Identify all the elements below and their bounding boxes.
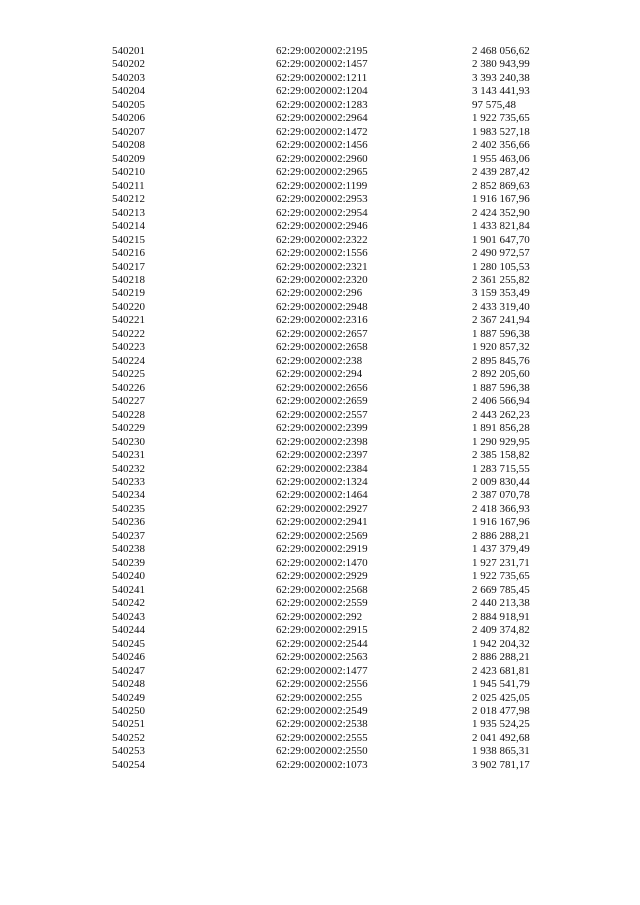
table-row	[0, 85, 640, 98]
row-number: 540244	[112, 624, 145, 637]
cadastral-number: 62:29:0020002:2964	[276, 112, 368, 125]
table-row	[0, 570, 640, 583]
row-number: 540254	[112, 758, 145, 771]
table-row	[0, 45, 640, 58]
table-row	[0, 234, 640, 247]
cadastral-number: 62:29:0020002:2550	[276, 745, 368, 758]
cadastral-value: 1 922 735,65	[472, 112, 530, 125]
table-row	[0, 274, 640, 287]
cadastral-value: 2 041 492,68	[472, 731, 530, 744]
row-number: 540207	[112, 125, 145, 138]
cadastral-value: 2 895 845,76	[472, 354, 530, 367]
row-number: 540214	[112, 220, 145, 233]
table-row	[0, 328, 640, 341]
cadastral-number: 62:29:0020002:292	[276, 610, 363, 623]
cadastral-value: 2 468 056,62	[472, 45, 530, 57]
table-row	[0, 665, 640, 678]
table-row	[0, 287, 640, 300]
table-row	[0, 207, 640, 220]
table-row	[0, 72, 640, 85]
cadastral-value: 1 891 856,28	[472, 422, 530, 435]
cadastral-value: 2 018 477,98	[472, 704, 530, 717]
table-row	[0, 368, 640, 381]
cadastral-value: 2 380 943,99	[472, 58, 530, 71]
row-number: 540222	[112, 327, 145, 340]
table-row	[0, 530, 640, 543]
cadastral-number: 62:29:0020002:2555	[276, 731, 368, 744]
cadastral-value: 1 437 379,49	[472, 543, 530, 556]
row-number: 540204	[112, 85, 145, 98]
cadastral-value: 2 669 785,45	[472, 583, 530, 596]
table-row	[0, 718, 640, 731]
row-number: 540235	[112, 502, 145, 515]
row-number: 540227	[112, 395, 145, 408]
cadastral-value: 2 884 918,91	[472, 610, 530, 623]
cadastral-number: 62:29:0020002:2946	[276, 220, 368, 233]
row-number: 540232	[112, 462, 145, 475]
cadastral-number: 62:29:0020002:2549	[276, 704, 368, 717]
cadastral-number: 62:29:0020002:2322	[276, 233, 368, 246]
cadastral-number: 62:29:0020002:2316	[276, 314, 368, 327]
cadastral-number: 62:29:0020002:2384	[276, 462, 368, 475]
table-row	[0, 314, 640, 327]
table-row	[0, 557, 640, 570]
cadastral-value: 2 886 288,21	[472, 651, 530, 664]
table-row	[0, 745, 640, 758]
table-row	[0, 584, 640, 597]
table-row	[0, 341, 640, 354]
row-number: 540226	[112, 381, 145, 394]
row-number: 540225	[112, 368, 145, 381]
cadastral-number: 62:29:0020002:255	[276, 691, 363, 704]
cadastral-value: 2 367 241,94	[472, 314, 530, 327]
cadastral-value: 2 433 319,40	[472, 300, 530, 313]
cadastral-value: 2 852 869,63	[472, 179, 530, 192]
table-row	[0, 463, 640, 476]
table-row	[0, 449, 640, 462]
cadastral-number: 62:29:0020002:1211	[276, 71, 368, 84]
cadastral-value: 2 009 830,44	[472, 476, 530, 488]
cadastral-value: 2 406 566,94	[472, 395, 530, 408]
cadastral-number: 62:29:0020002:2544	[276, 637, 368, 650]
table-row	[0, 166, 640, 179]
cadastral-value: 1 433 821,84	[472, 220, 530, 233]
cadastral-value: 1 920 857,32	[472, 341, 530, 354]
cadastral-number: 62:29:0020002:2397	[276, 449, 368, 462]
row-number: 540242	[112, 597, 145, 610]
row-number: 540218	[112, 273, 145, 286]
row-number: 540217	[112, 260, 145, 273]
cadastral-value: 1 916 167,96	[472, 193, 530, 206]
table-row	[0, 624, 640, 637]
table-row	[0, 422, 640, 435]
row-number: 540203	[112, 71, 145, 84]
row-number: 540238	[112, 543, 145, 556]
table-row	[0, 638, 640, 651]
cadastral-number: 62:29:0020002:1199	[276, 179, 368, 192]
table-row	[0, 651, 640, 664]
cadastral-number: 62:29:0020002:2953	[276, 193, 368, 206]
row-number: 540237	[112, 529, 145, 542]
row-number: 540241	[112, 583, 145, 596]
row-number: 540229	[112, 422, 145, 435]
cadastral-value: 1 901 647,70	[472, 233, 530, 246]
cadastral-value: 1 280 105,53	[472, 260, 530, 273]
table-row	[0, 516, 640, 529]
row-number: 540246	[112, 651, 145, 664]
table-row	[0, 99, 640, 112]
cadastral-value: 2 423 681,81	[472, 664, 530, 677]
cadastral-value: 2 424 352,90	[472, 206, 530, 219]
table-row	[0, 692, 640, 705]
cadastral-number: 62:29:0020002:1456	[276, 139, 368, 152]
row-number: 540247	[112, 664, 145, 677]
cadastral-value: 2 892 205,60	[472, 368, 530, 381]
table-row	[0, 705, 640, 718]
cadastral-number: 62:29:0020002:1457	[276, 58, 368, 71]
table-row	[0, 409, 640, 422]
cadastral-number: 62:29:0020002:294	[276, 368, 363, 381]
cadastral-number: 62:29:0020002:2568	[276, 583, 368, 596]
cadastral-number: 62:29:0020002:2941	[276, 516, 368, 529]
table-row	[0, 126, 640, 139]
row-number: 540202	[112, 58, 145, 71]
row-number: 540228	[112, 408, 145, 421]
cadastral-number: 62:29:0020002:1556	[276, 247, 368, 260]
table-row	[0, 382, 640, 395]
cadastral-value: 2 443 262,23	[472, 408, 530, 421]
cadastral-number: 62:29:0020002:1324	[276, 476, 368, 488]
row-number: 540219	[112, 287, 145, 300]
cadastral-number: 62:29:0020002:2929	[276, 570, 368, 583]
cadastral-number: 62:29:0020002:2965	[276, 166, 368, 179]
table-row	[0, 301, 640, 314]
cadastral-value: 1 887 596,38	[472, 327, 530, 340]
cadastral-value: 1 916 167,96	[472, 516, 530, 529]
cadastral-value: 3 143 441,93	[472, 85, 530, 98]
cadastral-value: 2 440 213,38	[472, 597, 530, 610]
row-number: 540205	[112, 98, 145, 111]
cadastral-number: 62:29:0020002:2658	[276, 341, 368, 354]
table-row	[0, 139, 640, 152]
cadastral-value: 2 402 356,66	[472, 139, 530, 152]
cadastral-value: 1 938 865,31	[472, 745, 530, 758]
cadastral-number: 62:29:0020002:2960	[276, 152, 368, 165]
cadastral-value: 2 439 287,42	[472, 166, 530, 179]
cadastral-value: 1 945 541,79	[472, 678, 530, 691]
table-row	[0, 476, 640, 489]
row-number: 540211	[112, 179, 145, 192]
cadastral-number: 62:29:0020002:1472	[276, 125, 368, 138]
row-number: 540212	[112, 193, 145, 206]
cadastral-value: 3 902 781,17	[472, 758, 530, 771]
table-row	[0, 611, 640, 624]
table-row	[0, 261, 640, 274]
cadastral-number: 62:29:0020002:2320	[276, 273, 368, 286]
table-row	[0, 678, 640, 691]
cadastral-number: 62:29:0020002:2538	[276, 718, 368, 731]
row-number: 540236	[112, 516, 145, 529]
cadastral-number: 62:29:0020002:2657	[276, 327, 368, 340]
row-number: 540231	[112, 449, 145, 462]
cadastral-value: 1 927 231,71	[472, 556, 530, 569]
cadastral-value: 3 159 353,49	[472, 287, 530, 300]
row-number: 540223	[112, 341, 145, 354]
row-number: 540206	[112, 112, 145, 125]
cadastral-value: 1 942 204,32	[472, 637, 530, 650]
table-row	[0, 355, 640, 368]
row-number: 540201	[112, 45, 145, 57]
row-number: 540251	[112, 718, 145, 731]
cadastral-number: 62:29:0020002:2954	[276, 206, 368, 219]
row-number: 540221	[112, 314, 145, 327]
cadastral-number: 62:29:0020002:2569	[276, 529, 368, 542]
row-number: 540213	[112, 206, 145, 219]
cadastral-value: 2 387 070,78	[472, 489, 530, 502]
row-number: 540239	[112, 556, 145, 569]
cadastral-number: 62:29:0020002:2927	[276, 502, 368, 515]
row-number: 540234	[112, 489, 145, 502]
row-number: 540233	[112, 476, 145, 488]
table-row	[0, 395, 640, 408]
cadastral-value: 2 025 425,05	[472, 691, 530, 704]
row-number: 540249	[112, 691, 145, 704]
row-number: 540253	[112, 745, 145, 758]
cadastral-number: 62:29:0020002:2195	[276, 45, 368, 57]
row-number: 540224	[112, 354, 145, 367]
table-row	[0, 543, 640, 556]
cadastral-value: 97 575,48	[472, 98, 516, 111]
row-number: 540220	[112, 300, 145, 313]
cadastral-number: 62:29:0020002:2915	[276, 624, 368, 637]
table-row	[0, 220, 640, 233]
row-number: 540208	[112, 139, 145, 152]
cadastral-number: 62:29:0020002:1204	[276, 85, 368, 98]
cadastral-value: 3 393 240,38	[472, 71, 530, 84]
cadastral-number: 62:29:0020002:296	[276, 287, 363, 300]
cadastral-number: 62:29:0020002:2563	[276, 651, 368, 664]
cadastral-value: 1 935 524,25	[472, 718, 530, 731]
row-number: 540230	[112, 435, 145, 448]
cadastral-number: 62:29:0020002:2556	[276, 678, 368, 691]
cadastral-value: 1 290 929,95	[472, 435, 530, 448]
cadastral-value: 2 886 288,21	[472, 529, 530, 542]
cadastral-value: 2 418 366,93	[472, 502, 530, 515]
cadastral-value: 2 361 255,82	[472, 273, 530, 286]
row-number: 540215	[112, 233, 145, 246]
cadastral-value: 2 409 374,82	[472, 624, 530, 637]
cadastral-number: 62:29:0020002:2919	[276, 543, 368, 556]
table-row	[0, 247, 640, 260]
row-number: 540248	[112, 678, 145, 691]
row-number: 540243	[112, 610, 145, 623]
cadastral-number: 62:29:0020002:2659	[276, 395, 368, 408]
data-table	[0, 45, 640, 772]
table-row	[0, 503, 640, 516]
cadastral-value: 1 983 527,18	[472, 125, 530, 138]
row-number: 540250	[112, 704, 145, 717]
cadastral-value: 1 955 463,06	[472, 152, 530, 165]
cadastral-value: 1 283 715,55	[472, 462, 530, 475]
table-row	[0, 193, 640, 206]
cadastral-value: 1 887 596,38	[472, 381, 530, 394]
cadastral-number: 62:29:0020002:2948	[276, 300, 368, 313]
table-row	[0, 732, 640, 745]
cadastral-number: 62:29:0020002:1464	[276, 489, 368, 502]
cadastral-number: 62:29:0020002:1073	[276, 758, 368, 771]
row-number: 540245	[112, 637, 145, 650]
cadastral-number: 62:29:0020002:2557	[276, 408, 368, 421]
row-number: 540210	[112, 166, 145, 179]
row-number: 540252	[112, 731, 145, 744]
cadastral-number: 62:29:0020002:1283	[276, 98, 368, 111]
table-row	[0, 112, 640, 125]
row-number: 540240	[112, 570, 145, 583]
cadastral-number: 62:29:0020002:2656	[276, 381, 368, 394]
table-row	[0, 597, 640, 610]
cadastral-number: 62:29:0020002:1470	[276, 556, 368, 569]
table-row	[0, 153, 640, 166]
cadastral-number: 62:29:0020002:2321	[276, 260, 368, 273]
cadastral-number: 62:29:0020002:2559	[276, 597, 368, 610]
table-row	[0, 58, 640, 71]
cadastral-value: 2 385 158,82	[472, 449, 530, 462]
cadastral-number: 62:29:0020002:2398	[276, 435, 368, 448]
table-row	[0, 180, 640, 193]
cadastral-value: 1 922 735,65	[472, 570, 530, 583]
cadastral-value: 2 490 972,57	[472, 247, 530, 260]
row-number: 540216	[112, 247, 145, 260]
cadastral-number: 62:29:0020002:238	[276, 354, 363, 367]
cadastral-number: 62:29:0020002:2399	[276, 422, 368, 435]
table-row	[0, 759, 640, 772]
table-row	[0, 489, 640, 502]
row-number: 540209	[112, 152, 145, 165]
cadastral-number: 62:29:0020002:1477	[276, 664, 368, 677]
table-row	[0, 436, 640, 449]
